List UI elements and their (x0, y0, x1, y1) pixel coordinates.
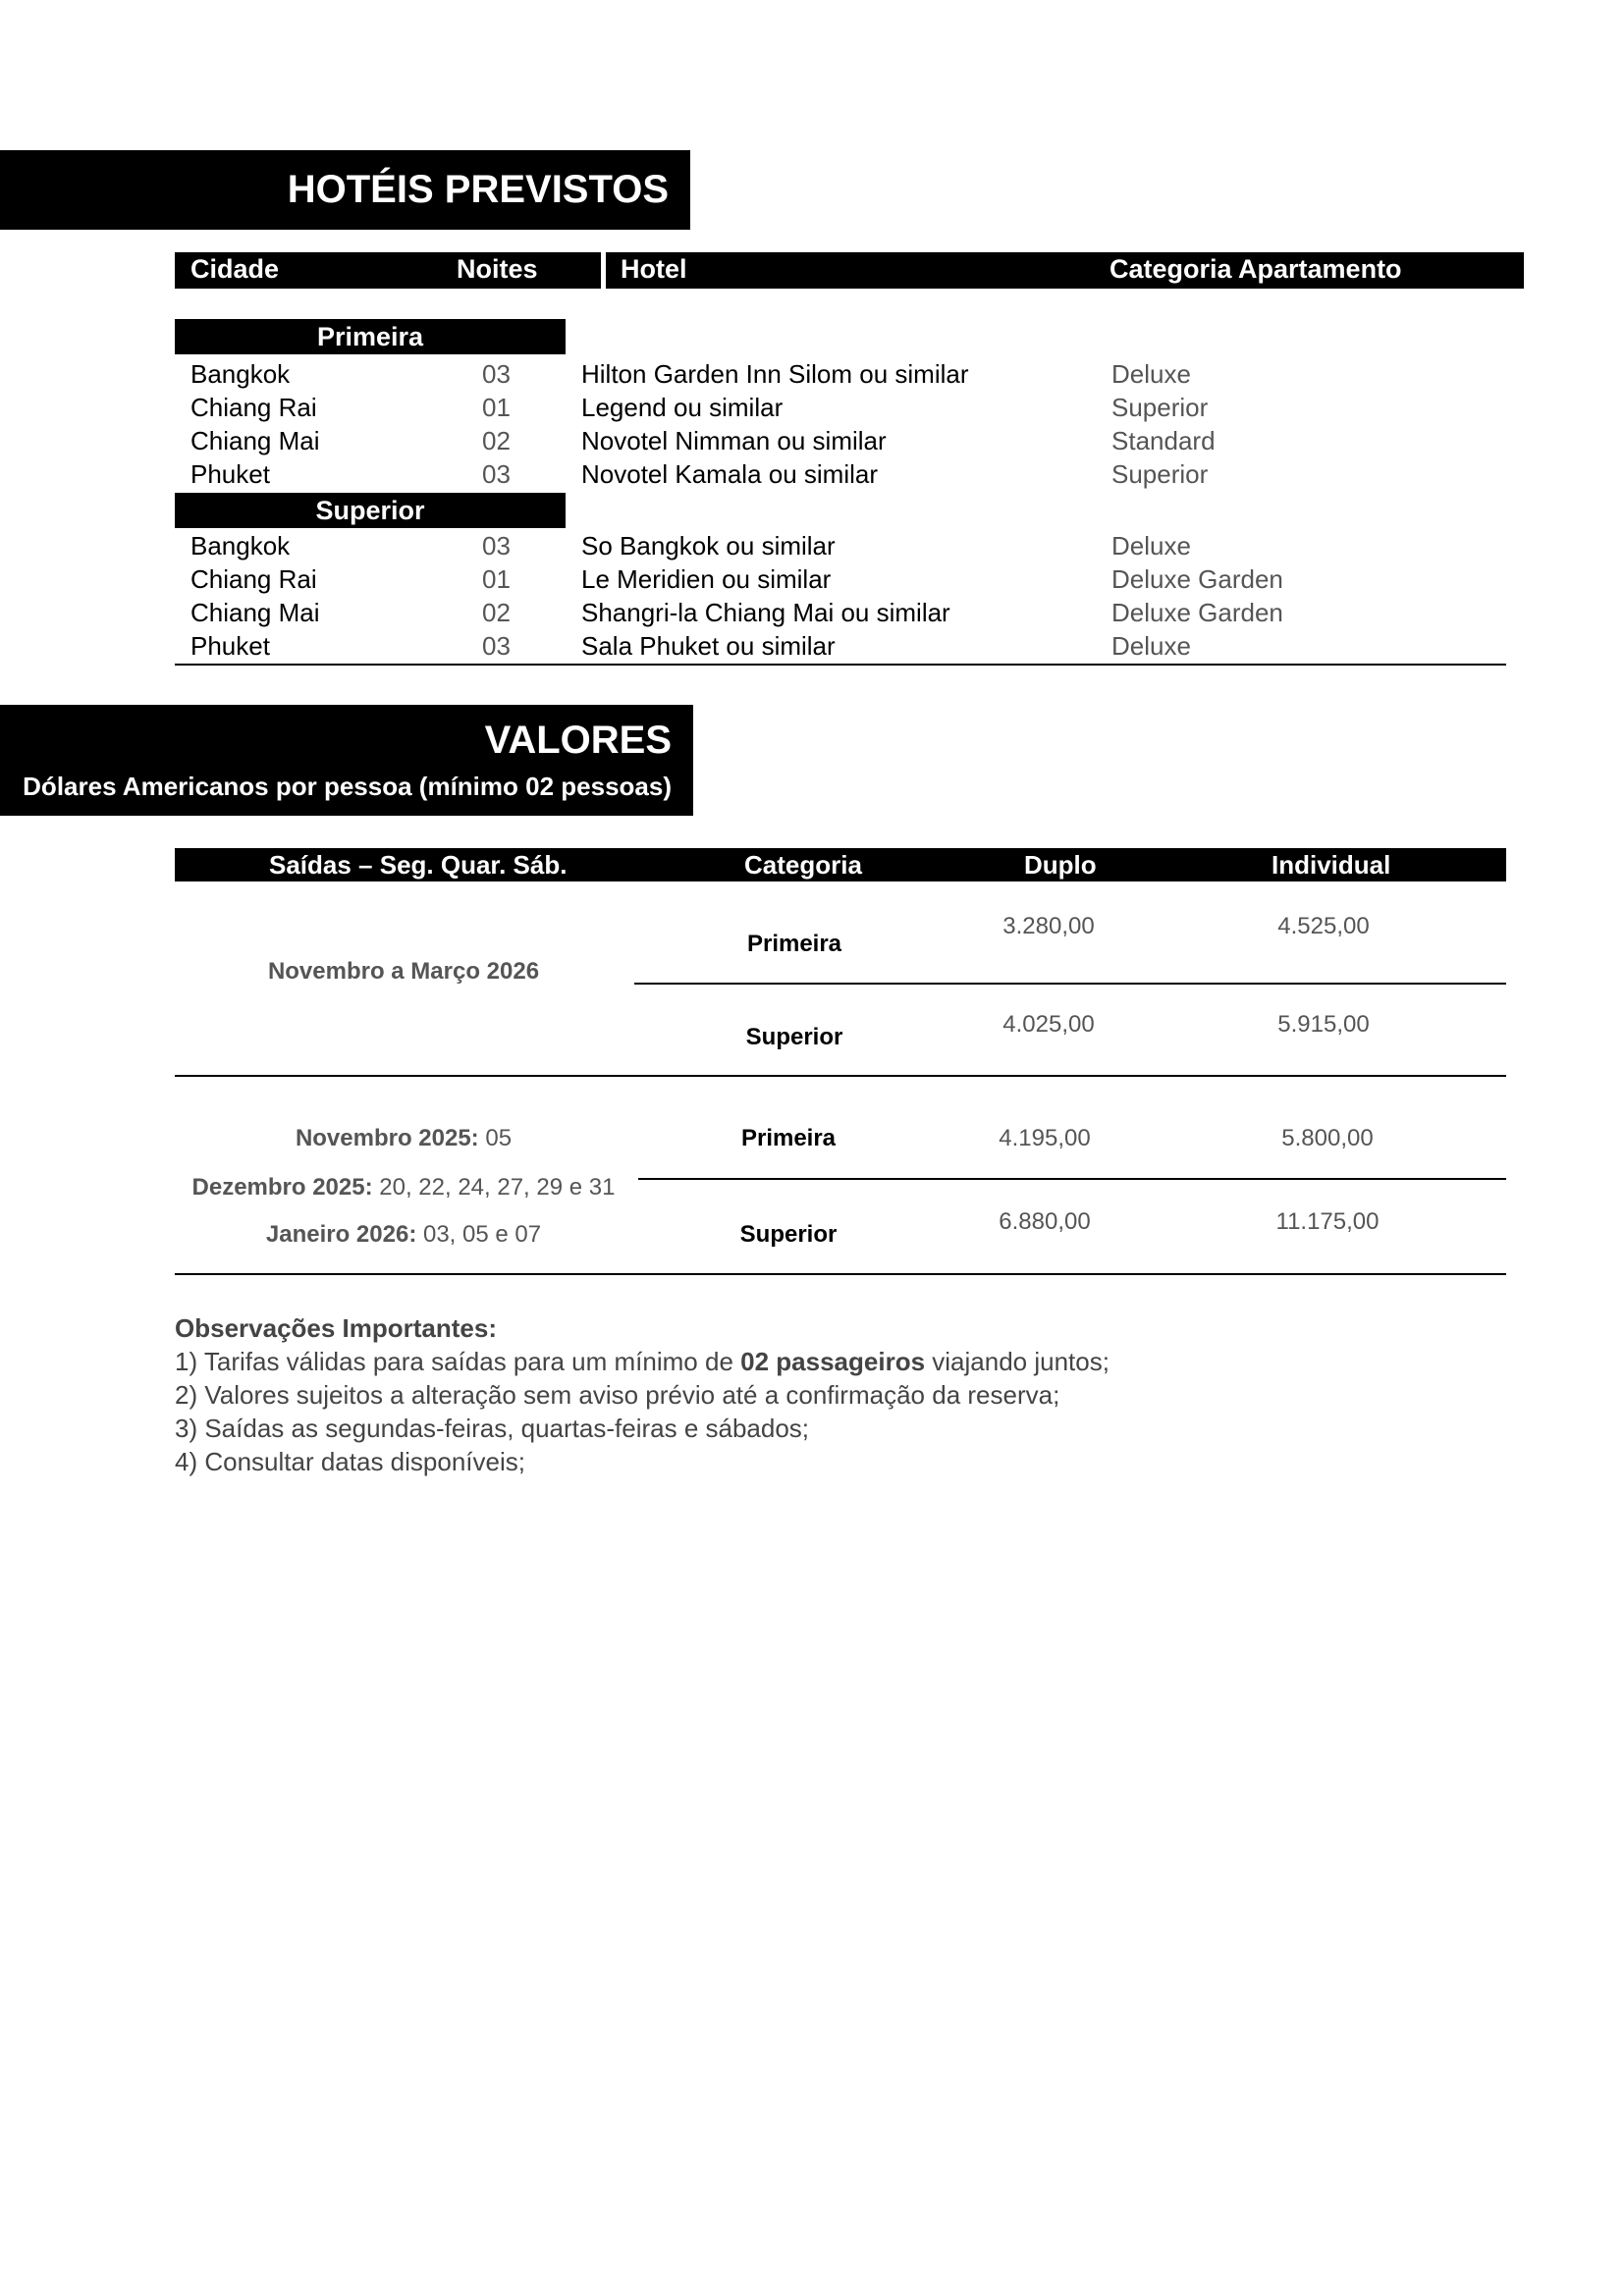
date-line-november: Novembro 2025: 05 (295, 1125, 513, 1151)
price-double: 6.880,00 (999, 1208, 1091, 1235)
room-category: Deluxe (1111, 531, 1191, 561)
room-category: Standard (1111, 426, 1216, 455)
city: Chiang Mai (190, 598, 320, 627)
room-category: Deluxe Garden (1111, 564, 1283, 594)
price-double: 4.025,00 (1002, 1011, 1095, 1038)
header-double: Duplo (1024, 850, 1097, 880)
header-room-category: Categoria Apartamento (1110, 254, 1402, 284)
notes-title: Observações Importantes: (175, 1313, 498, 1343)
hotels-table-header (175, 252, 1524, 289)
block1-row-divider (634, 983, 1506, 985)
price-single: 11.175,00 (1275, 1208, 1380, 1235)
header-category: Categoria (744, 850, 862, 880)
price-double: 4.195,00 (999, 1125, 1091, 1151)
category-primeira: Primeira (746, 931, 842, 957)
header-nights: Noites (457, 254, 538, 284)
note-2: 2) Valores sujeitos a alteração sem aviso prévio até a confirmação da reserva; (175, 1380, 1060, 1410)
group-label-primeira: Primeira (175, 319, 566, 354)
hotels-banner (0, 150, 690, 230)
hotel-name: Novotel Nimman ou similar (581, 426, 887, 455)
room-category: Deluxe Garden (1111, 598, 1283, 627)
city: Chiang Rai (190, 393, 317, 422)
room-category: Deluxe (1111, 359, 1191, 389)
nights: 02 (482, 426, 511, 455)
price-single: 5.800,00 (1281, 1125, 1374, 1151)
block1-bottom-rule (175, 1075, 1506, 1077)
price-double: 3.280,00 (1002, 913, 1095, 939)
hotel-name: Novotel Kamala ou similar (581, 459, 879, 489)
hotel-name: Le Meridien ou similar (581, 564, 832, 594)
room-category: Superior (1111, 459, 1209, 489)
nights: 03 (482, 359, 511, 389)
price-single: 4.525,00 (1277, 913, 1370, 939)
block2-bottom-rule (175, 1273, 1506, 1275)
period-label: Novembro a Março 2026 (267, 958, 540, 985)
hotel-name: Hilton Garden Inn Silom ou similar (581, 359, 969, 389)
group-label-superior: Superior (175, 493, 566, 528)
hotels-title: HOTÉIS PREVISTOS (287, 168, 669, 211)
header-hotel: Hotel (621, 254, 687, 284)
date-line-january: Janeiro 2026: 03, 05 e 07 (265, 1221, 542, 1248)
city: Chiang Rai (190, 564, 317, 594)
nights: 03 (482, 531, 511, 561)
room-category: Deluxe (1111, 631, 1191, 661)
category-primeira: Primeira (740, 1125, 837, 1151)
price-single: 5.915,00 (1277, 1011, 1370, 1038)
nights: 03 (482, 631, 511, 661)
hotel-name: Shangri-la Chiang Mai ou similar (581, 598, 950, 627)
room-category: Superior (1111, 393, 1209, 422)
nights: 01 (482, 564, 511, 594)
prices-title: VALORES (484, 719, 672, 762)
note-4: 4) Consultar datas disponíveis; (175, 1447, 525, 1476)
city: Chiang Mai (190, 426, 320, 455)
city: Bangkok (190, 359, 291, 389)
prices-banner (0, 705, 693, 816)
nights: 01 (482, 393, 511, 422)
city: Bangkok (190, 531, 291, 561)
category-superior: Superior (745, 1024, 843, 1050)
date-line-december: Dezembro 2025: 20, 22, 24, 27, 29 e 31 (191, 1174, 616, 1201)
note-3: 3) Saídas as segundas-feiras, quartas-feiras e sábados; (175, 1414, 810, 1443)
note-1: 1) Tarifas válidas para saídas para um mínimo de 02 passageiros viajando juntos; (175, 1347, 1110, 1376)
prices-subtitle: Dólares Americanos por pessoa (mínimo 02 pessoas) (23, 772, 672, 801)
nights: 03 (482, 459, 511, 489)
header-city: Cidade (190, 254, 280, 284)
category-superior: Superior (739, 1221, 838, 1248)
header-single: Individual (1272, 850, 1391, 880)
prices-table-header (175, 848, 1506, 881)
city: Phuket (190, 631, 270, 661)
block2-row-divider (638, 1178, 1506, 1180)
city: Phuket (190, 459, 270, 489)
header-departures: Saídas – Seg. Quar. Sáb. (269, 850, 568, 880)
hotel-name: Sala Phuket ou similar (581, 631, 836, 661)
nights: 02 (482, 598, 511, 627)
header-divider (601, 252, 606, 289)
hotel-name: Legend ou similar (581, 393, 784, 422)
hotels-table-bottom-rule (175, 664, 1506, 666)
hotel-name: So Bangkok ou similar (581, 531, 836, 561)
